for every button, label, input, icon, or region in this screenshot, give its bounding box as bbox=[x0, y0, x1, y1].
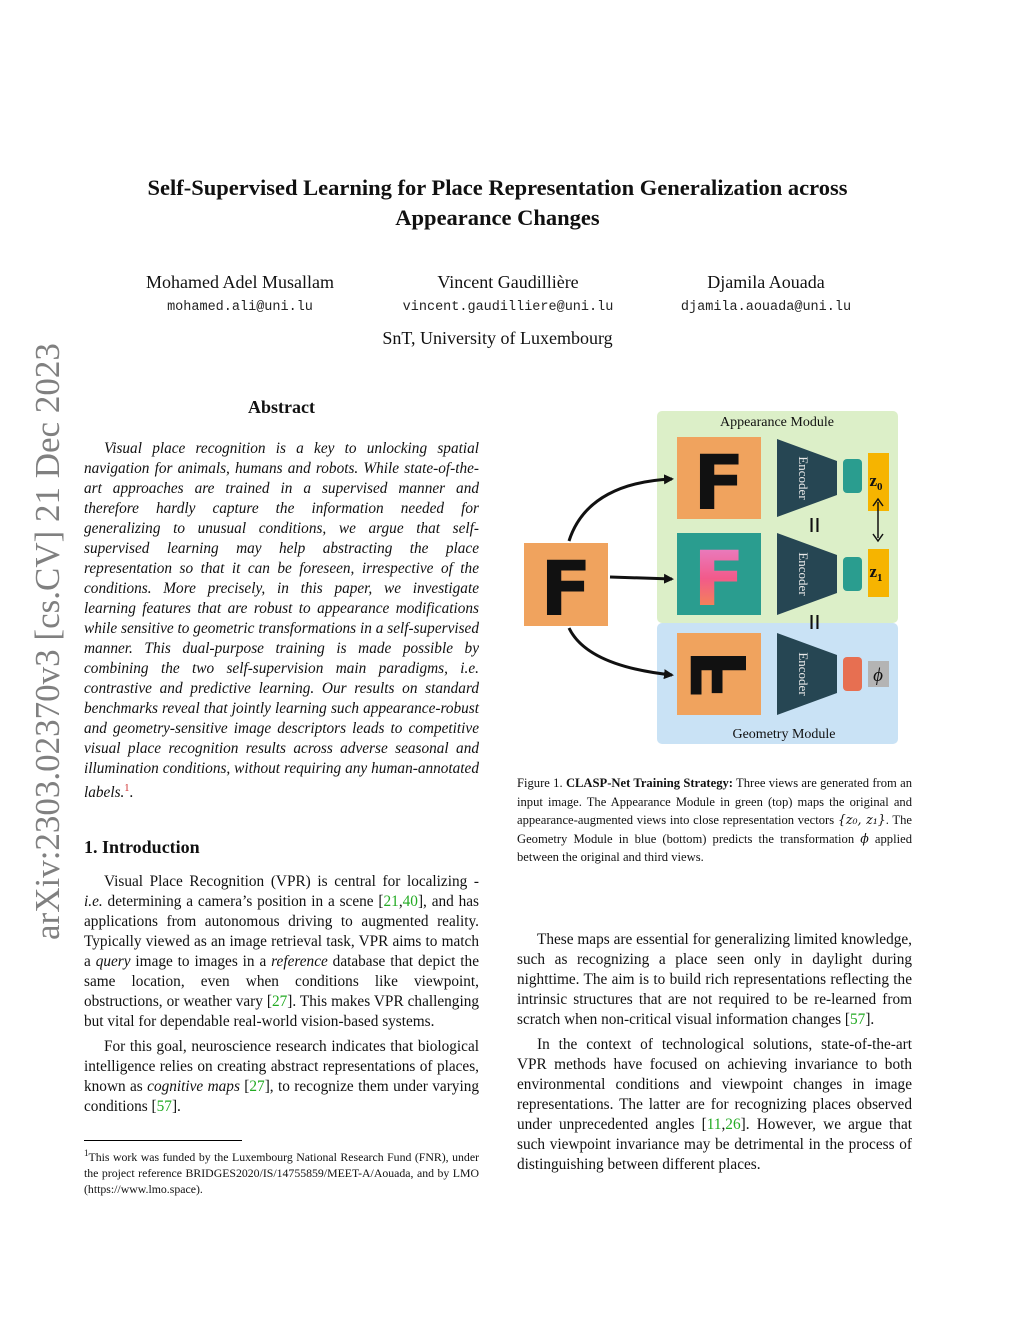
section-heading-introduction: 1. Introduction bbox=[84, 837, 200, 857]
caption-bold: CLASP-Net Training Strategy: bbox=[565, 776, 733, 790]
view-original-letter: F bbox=[693, 438, 745, 527]
encoder-3-label: Encoder bbox=[796, 652, 812, 696]
intro-paragraph-2 bbox=[84, 1037, 479, 1117]
title-line-2: Appearance Changes bbox=[395, 205, 600, 230]
text-run: cognitive maps bbox=[147, 1078, 240, 1095]
citation-link[interactable]: 57 bbox=[156, 1098, 172, 1115]
figure-1-caption bbox=[517, 774, 912, 867]
title-line-1: Self-Supervised Learning for Place Representation Generalization across bbox=[147, 175, 848, 200]
footnote-rule bbox=[84, 1140, 242, 1141]
author-email-1: mohamed.ali@uni.lu bbox=[167, 300, 313, 315]
feature-block-2 bbox=[843, 557, 862, 591]
view-transformed-letter: F bbox=[675, 649, 764, 701]
citation-link[interactable]: 26 bbox=[725, 1116, 741, 1133]
feature-block-3 bbox=[843, 657, 862, 691]
text-run: ]. bbox=[865, 1011, 875, 1028]
z0-symbol: z bbox=[869, 471, 878, 490]
text-run: In the context of technological solutions, state-of-the-art VPR methods have focused on achieving invariance to both environmental conditions and viewpoint changes in image representations. The latter are for recognizing places observed under unprecedented angles [ bbox=[517, 1036, 912, 1133]
citation-link[interactable]: 27 bbox=[249, 1078, 265, 1095]
text-run: image to images in a bbox=[130, 953, 272, 970]
z0-subscript: 0 bbox=[877, 481, 883, 493]
affiliation: SnT, University of Luxembourg bbox=[382, 328, 613, 348]
z1-subscript: 1 bbox=[877, 572, 883, 584]
caption-text: Three views are generated from an input image. The Appearance Module in green (top) maps the original and appearance-augmented views into close representation vectors bbox=[517, 776, 912, 827]
arrow-to-view-2 bbox=[610, 577, 672, 579]
abstract-body bbox=[84, 439, 479, 803]
text-run: i.e. bbox=[84, 893, 103, 910]
caption-text: . The Geometry Module in blue (bottom) predicts the transformation bbox=[517, 813, 912, 846]
shared-weights-equals-2: = bbox=[798, 613, 831, 631]
abstract-heading: Abstract bbox=[248, 397, 315, 417]
author-name-1: Mohamed Adel Musallam bbox=[146, 272, 334, 292]
text-run: Visual Place Recognition (VPR) is central for localizing - bbox=[104, 873, 479, 890]
citation-link[interactable]: 40 bbox=[402, 893, 418, 910]
text-run: ], and has applications from autonomous driving to augmented reality. Typically viewed as an image retrieval task, VPR aims to match a bbox=[84, 893, 480, 970]
appearance-module-label: Appearance Module bbox=[720, 415, 834, 430]
intro-paragraph-3 bbox=[517, 930, 912, 1030]
text-run: reference bbox=[271, 953, 328, 970]
intro-paragraph-1 bbox=[84, 872, 479, 1032]
phi-label: ϕ bbox=[873, 665, 883, 686]
intro-paragraph-4 bbox=[517, 1035, 912, 1175]
author-email-3: djamila.aouada@uni.lu bbox=[680, 300, 852, 315]
abstract-end: . bbox=[129, 784, 134, 802]
view-augmented-letter: F bbox=[693, 534, 745, 623]
footnote bbox=[84, 1145, 479, 1197]
text-run: database that depict the same location, even when conditions like viewpoint, obstructions, or weather vary [ bbox=[84, 953, 479, 1010]
encoder-2-label: Encoder bbox=[796, 552, 812, 596]
citation-link[interactable]: 11 bbox=[706, 1116, 722, 1133]
text-run: ]. However, we argue that such viewpoint invariance may be detrimental in the process of distinguishing between different places. bbox=[517, 1116, 912, 1173]
text-run: ], to recognize them under varying conditions [ bbox=[84, 1078, 480, 1115]
text-run: ]. bbox=[171, 1098, 181, 1115]
citation-link[interactable]: 21 bbox=[383, 893, 399, 910]
text-run: For this goal, neuroscience research indicates that biological intelligence relies on creating abstract representations of places, known as bbox=[84, 1038, 479, 1095]
text-run: determining a camera’s position in a scene [ bbox=[102, 893, 384, 910]
caption-math: {z₀, z₁} bbox=[837, 812, 886, 827]
text-run: [ bbox=[239, 1078, 250, 1095]
caption-prefix: Figure 1. bbox=[517, 776, 566, 790]
feature-block-1 bbox=[843, 459, 862, 493]
arrow-to-view-3 bbox=[569, 628, 672, 675]
text-run: These maps are essential for generalizing limited knowledge, such as recognizing a place seen only in daylight during nighttime. The aim is to build rich representations reflecting the intrinsic structures that are not required to be re-learned from scratch when non-critical visual information changes [ bbox=[517, 931, 912, 1028]
author-name-3: Djamila Aouada bbox=[707, 272, 825, 292]
input-letter-f: F bbox=[540, 544, 592, 633]
author-name-2: Vincent Gaudillière bbox=[437, 272, 579, 292]
caption-text: applied between the original and third views. bbox=[517, 831, 912, 864]
text-run: query bbox=[95, 953, 131, 970]
footnote-text: This work was funded by the Luxembourg National Research Fund (FNR), under the project reference BRIDGES2020/IS/14755859/MEET-A/Aouada, and by LMO (https://www.lmo.space). bbox=[84, 1149, 479, 1196]
abstract-text: Visual place recognition is a key to unlocking spatial navigation for animals, humans and robots. While state-of-the-art approaches are trained in a supervised manner and therefore hardly capture the information needed for generalizing to unusual conditions, we argue that self-supervised learning may help abstracting the place representation so that it can be foreseen, irrespective of the conditions. More precisely, in this paper, we investigate learning features that are robust to appearance modifications while sensitive to geometric transformations in a self-supervised manner. This dual-purpose training is made possible by combining the two self-supervision main paradigms, i.e. contrastive and predictive learning. Our results on standard benchmarks reveal that jointly learning such appearance-robust and geometry-sensitive image descriptors leads to competitive visual place recognition results across adverse seasonal and illumination conditions, without requiring any human-annotated labels. bbox=[84, 440, 479, 802]
figure-1-diagram bbox=[517, 405, 907, 750]
text-run: ]. This makes VPR challenging but vital for dependable real-world vision-based systems. bbox=[84, 993, 479, 1030]
arxiv-stamp: arXiv:2303.02370v3 [cs.CV] 21 Dec 2023 bbox=[28, 343, 67, 940]
geometry-module-label: Geometry Module bbox=[732, 727, 836, 742]
abstract-footnote-mark[interactable]: 1 bbox=[124, 783, 130, 794]
intro-right-column bbox=[517, 930, 912, 1180]
encoder-1-label: Encoder bbox=[796, 456, 812, 500]
text-run: , bbox=[398, 893, 403, 910]
paper-title bbox=[100, 173, 895, 233]
footnote-mark: 1 bbox=[84, 1148, 89, 1158]
caption-phi: ϕ bbox=[860, 830, 869, 846]
intro-left-column bbox=[84, 872, 479, 1122]
view-transformed-letter-group bbox=[675, 649, 764, 701]
arrow-to-view-1 bbox=[569, 479, 672, 541]
text-run: , bbox=[721, 1116, 726, 1133]
citation-link[interactable]: 27 bbox=[271, 993, 288, 1010]
shared-weights-equals-1: = bbox=[798, 516, 831, 534]
z1-symbol: z bbox=[869, 562, 878, 581]
author-email-2: vincent.gaudilliere@uni.lu bbox=[402, 300, 614, 315]
citation-link[interactable]: 57 bbox=[850, 1011, 866, 1028]
